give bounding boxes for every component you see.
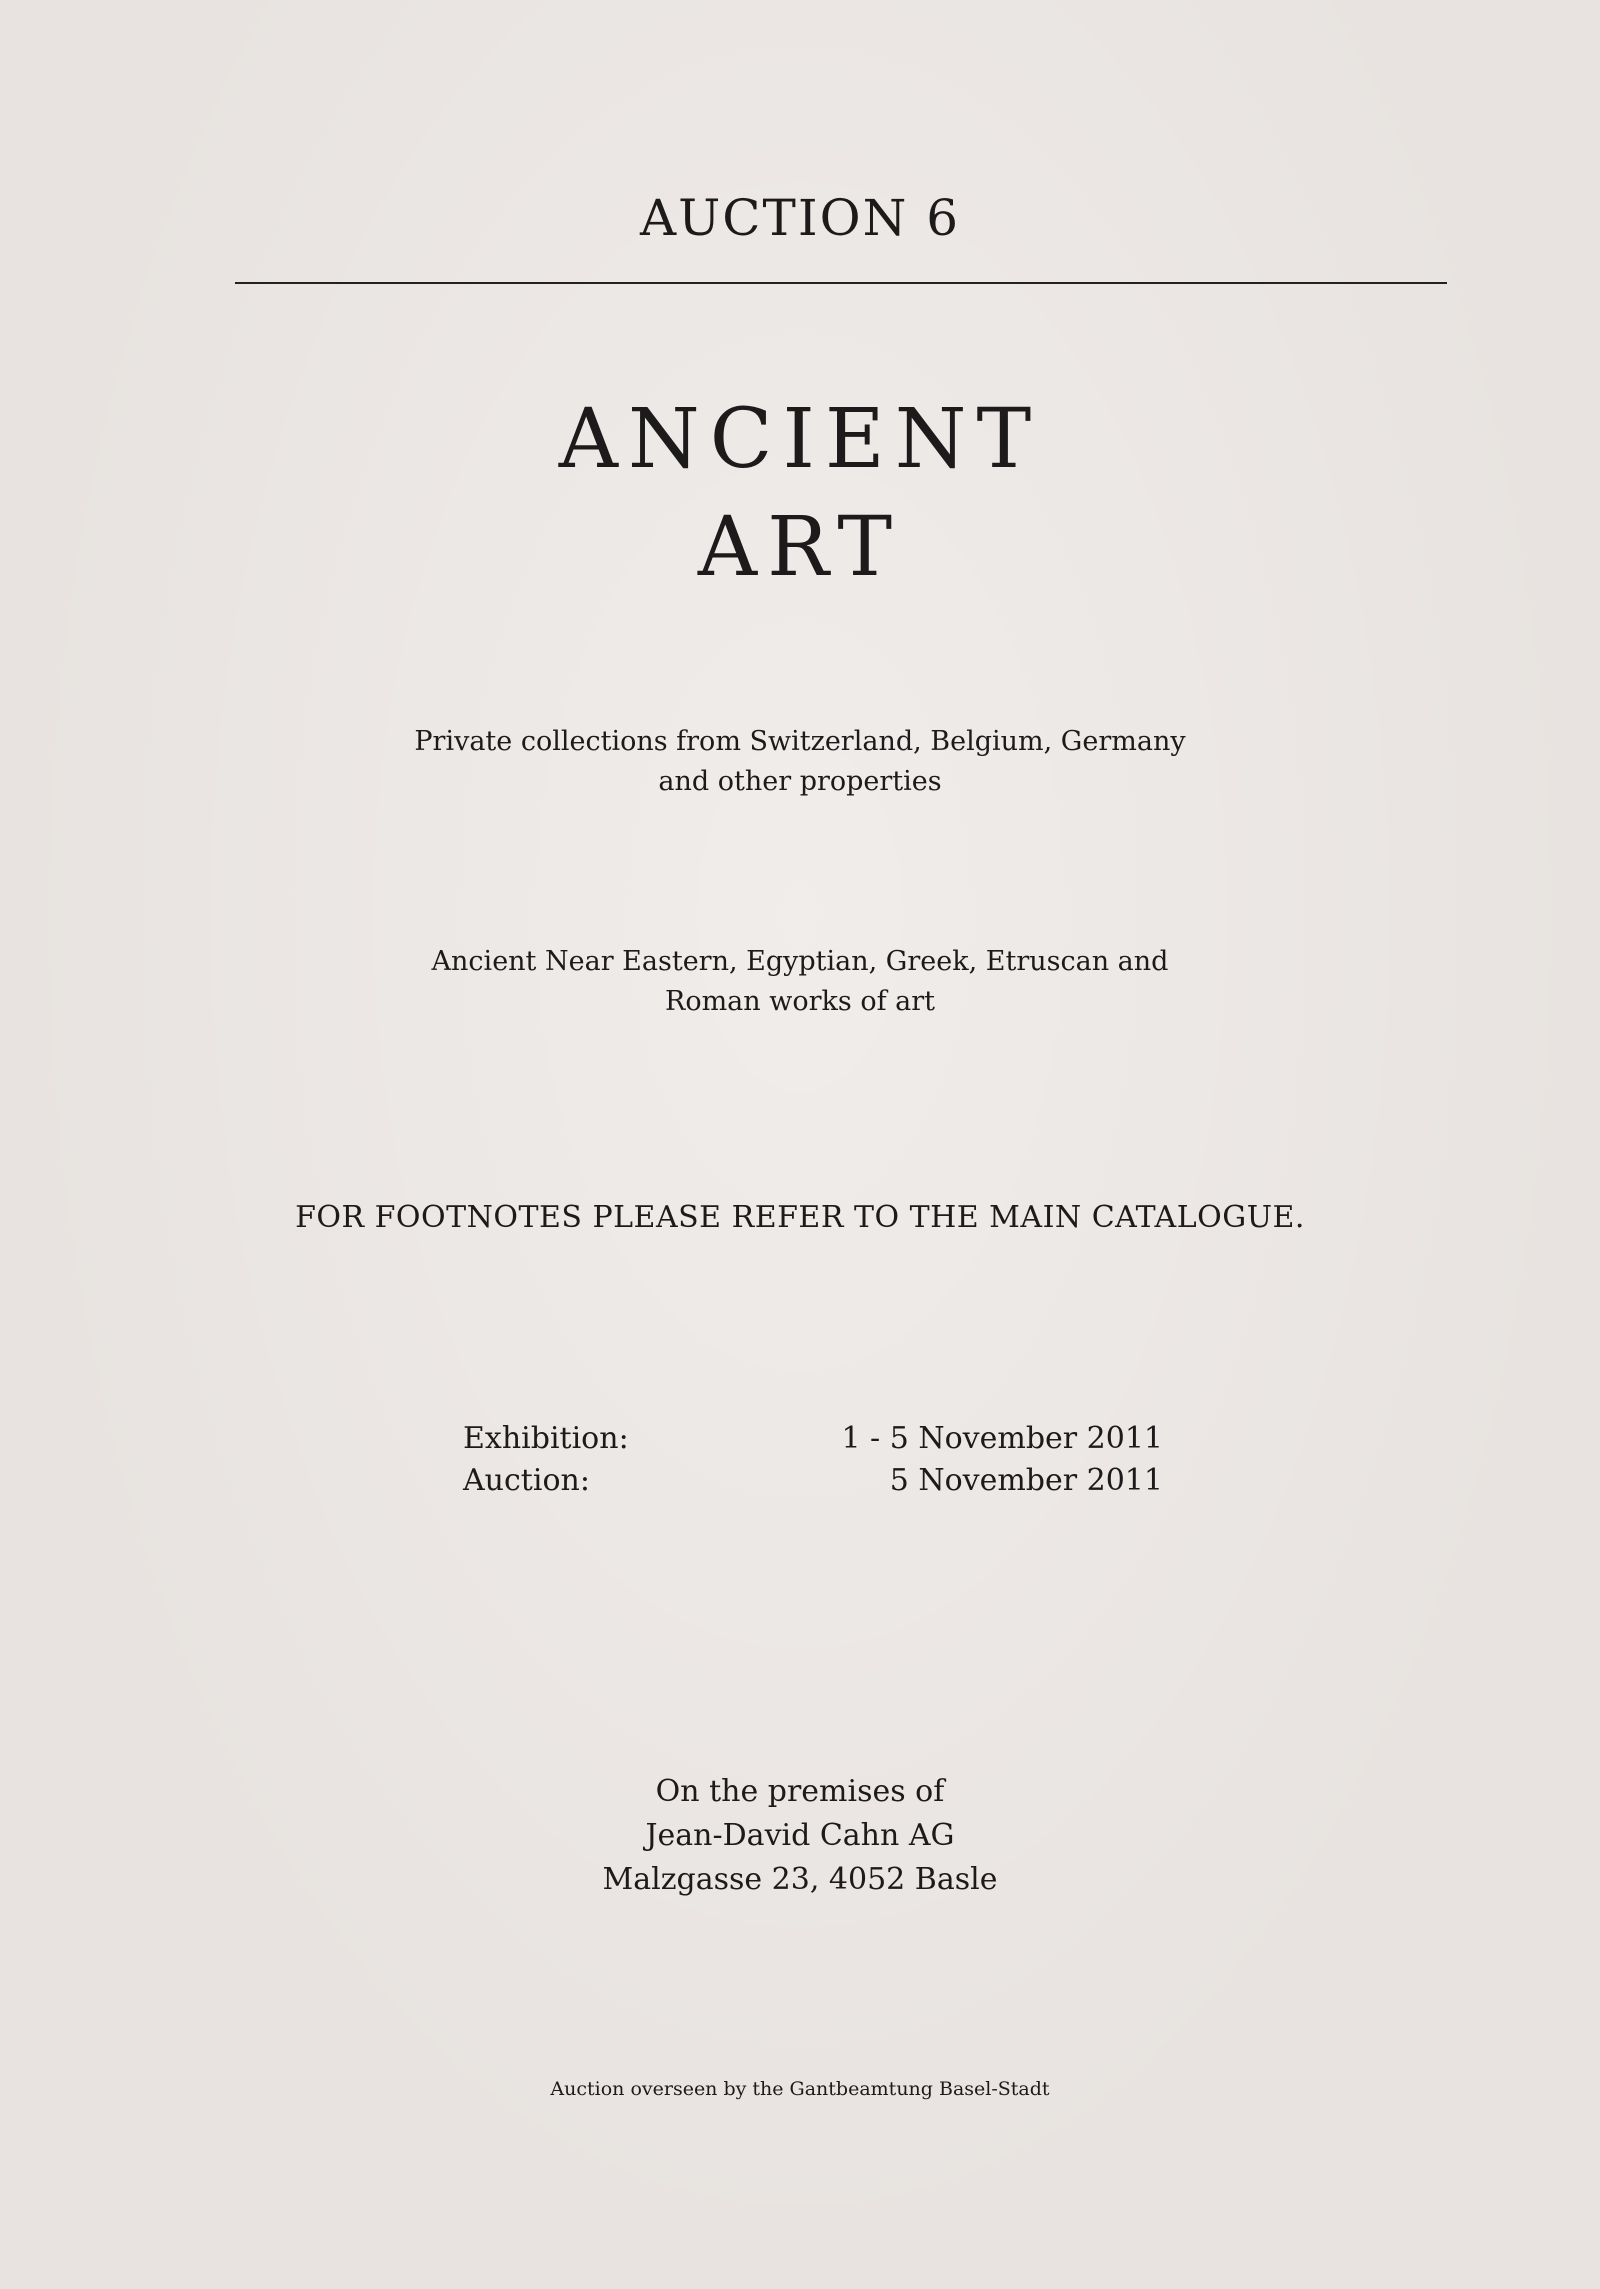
header-rule [235, 282, 1447, 284]
works-description [0, 942, 1600, 1022]
title-line-1: ANCIENT [558, 392, 1042, 487]
premises-address [0, 1770, 1600, 1902]
works-line-2: Roman works of art [664, 986, 935, 1017]
footnote-notice: FOR FOOTNOTES PLEASE REFER TO THE MAIN CATALOGUE. [295, 1200, 1305, 1235]
premises-line-2: Jean-David Cahn AG [645, 1818, 955, 1853]
works-line-1: Ancient Near Eastern, Egyptian, Greek, Etruscan and [431, 946, 1169, 977]
premises-line-1: On the premises of [655, 1774, 945, 1809]
auction-number: AUCTION 6 [639, 189, 961, 247]
overseen-note: Auction overseen by the Gantbeamtung Basel-Stadt [550, 2078, 1050, 2100]
subtitle [0, 722, 1600, 802]
dates-block [463, 1418, 1163, 1502]
auction-row [463, 1460, 1163, 1502]
auction-label: Auction: [463, 1463, 590, 1498]
auction-date: 5 November 2011 [889, 1463, 1163, 1498]
premises-line-3: Malzgasse 23, 4052 Basle [602, 1862, 998, 1897]
exhibition-date: 1 - 5 November 2011 [841, 1421, 1163, 1456]
subtitle-line-1: Private collections from Switzerland, Belgium, Germany [414, 726, 1186, 757]
subtitle-line-2: and other properties [658, 766, 942, 797]
exhibition-row [463, 1418, 1163, 1460]
exhibition-label: Exhibition: [463, 1421, 629, 1456]
title-line-2: ART [697, 500, 903, 595]
